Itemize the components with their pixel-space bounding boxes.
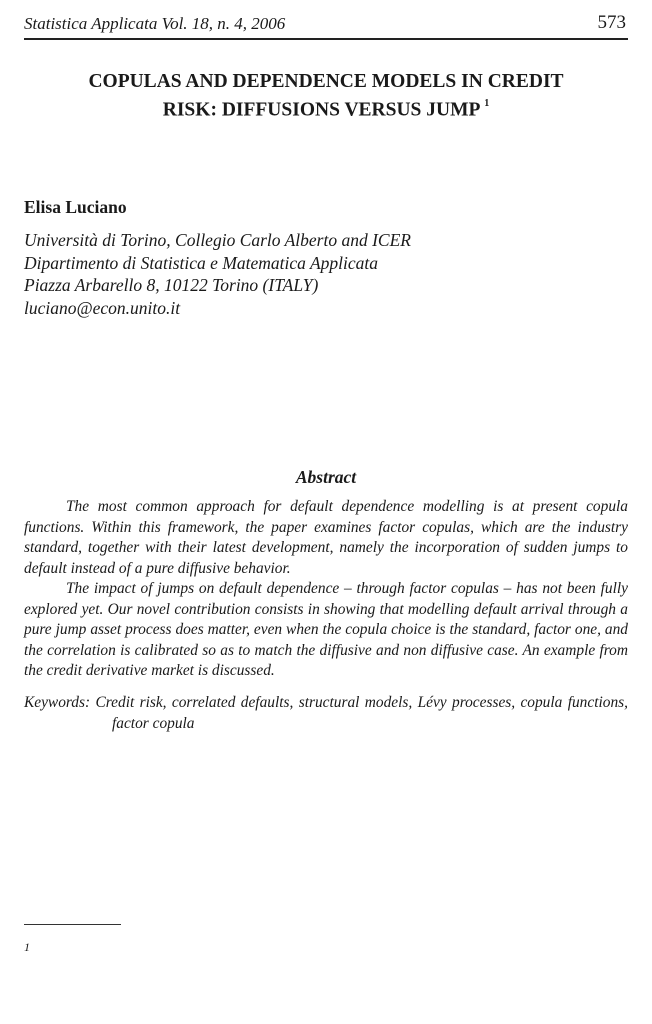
abstract-paragraph-1: The most common approach for default dependence modelling is at present copula functions. Within this framework, the paper examines factor copulas, which are the industry standard, together with their latest development, namely the incorporation of sudden jumps to default instead of a pure diffusive behavior.: [24, 498, 628, 577]
abstract-heading: Abstract: [295, 467, 357, 487]
paper-title: [24, 70, 628, 123]
title-footnote-ref: 1: [484, 98, 490, 109]
footnote-marker: 1: [24, 940, 30, 954]
journal-citation: Statistica Applicata Vol. 18, n. 4, 2006: [24, 14, 286, 33]
affiliation-email: luciano@econ.unito.it: [24, 297, 181, 318]
keywords-text: Credit risk, correlated defaults, structural models, Lévy processes, copula functions, factor copula: [95, 694, 628, 732]
affiliation-address: Piazza Arbarello 8, 10122 Torino (ITALY): [24, 275, 319, 295]
title-line-2: [24, 94, 628, 123]
page-header: [24, 12, 628, 40]
title-line-2-text: RISK: DIFFUSIONS VERSUS JUMP: [162, 99, 480, 121]
affiliation-department: Dipartimento di Statistica e Matematica Applicata: [24, 252, 379, 273]
abstract-body: [24, 497, 628, 682]
page-number: 573: [597, 12, 626, 33]
footnote-divider: [24, 924, 121, 925]
keywords-label: Keywords:: [24, 694, 91, 711]
abstract-paragraph-2: The impact of jumps on default dependence – through factor copulas – has not been fully explored yet. Our novel contribution consists in showing that modelling default arrival through a pure jump asset process does matter, even when the copula choice is the standard, factor one, and the correlation is calibrated so as to match the diffusive and non diffusive case. An example from the credit derivative market is discussed.: [24, 580, 628, 679]
author-name: Elisa Luciano: [24, 197, 127, 217]
keywords: [24, 693, 628, 734]
affiliation-university: Università di Torino, Collegio Carlo Alberto and ICER: [24, 230, 411, 250]
author-affiliation: [24, 229, 411, 319]
title-line-1: COPULAS AND DEPENDENCE MODELS IN CREDIT: [88, 71, 564, 92]
